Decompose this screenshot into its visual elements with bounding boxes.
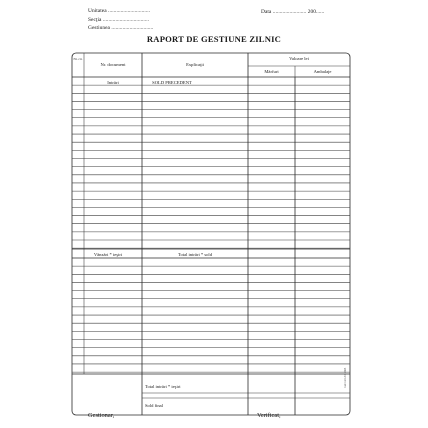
section-intrari: Intrări (107, 80, 119, 85)
total-intrari-sold-label: Total intrări * sold (178, 252, 212, 257)
col-nr-document: Nr. document (100, 62, 126, 67)
gestionar-signature: Gestionar, (88, 412, 115, 419)
sectia-field: Secţia ................................. (88, 17, 149, 23)
page-title: RAPORT DE GESTIUNE ZILNIC (146, 34, 282, 44)
gestiunea-field: Gestiunea .............................. (88, 25, 154, 31)
sold-precedent-label: SOLD PRECEDENT (152, 80, 192, 85)
unitatea-field: Unitatea .............................. (88, 8, 150, 14)
section-vanzari-iesiri: Vânzări * ieşiri (93, 252, 123, 257)
table-frame (72, 53, 350, 415)
form-code: Cod 14-5-3/A 2003 (344, 367, 347, 388)
verificat-signature: Verificat, (257, 412, 281, 419)
data-field: Data ........................ 200...... (261, 9, 325, 15)
col-nr-crt: Nr. crt. (73, 57, 83, 61)
sold-final-label: Sold final (145, 403, 163, 408)
col-ambalaje: Ambalaje (313, 69, 332, 74)
total-intrari-iesiri-label: Total intrări * ieşiri (145, 384, 181, 389)
col-marfuri: Mărfuri (264, 69, 279, 74)
col-explicatii: Explicaţii (186, 62, 204, 67)
col-valoare-lei: Valoare lei (289, 56, 309, 61)
